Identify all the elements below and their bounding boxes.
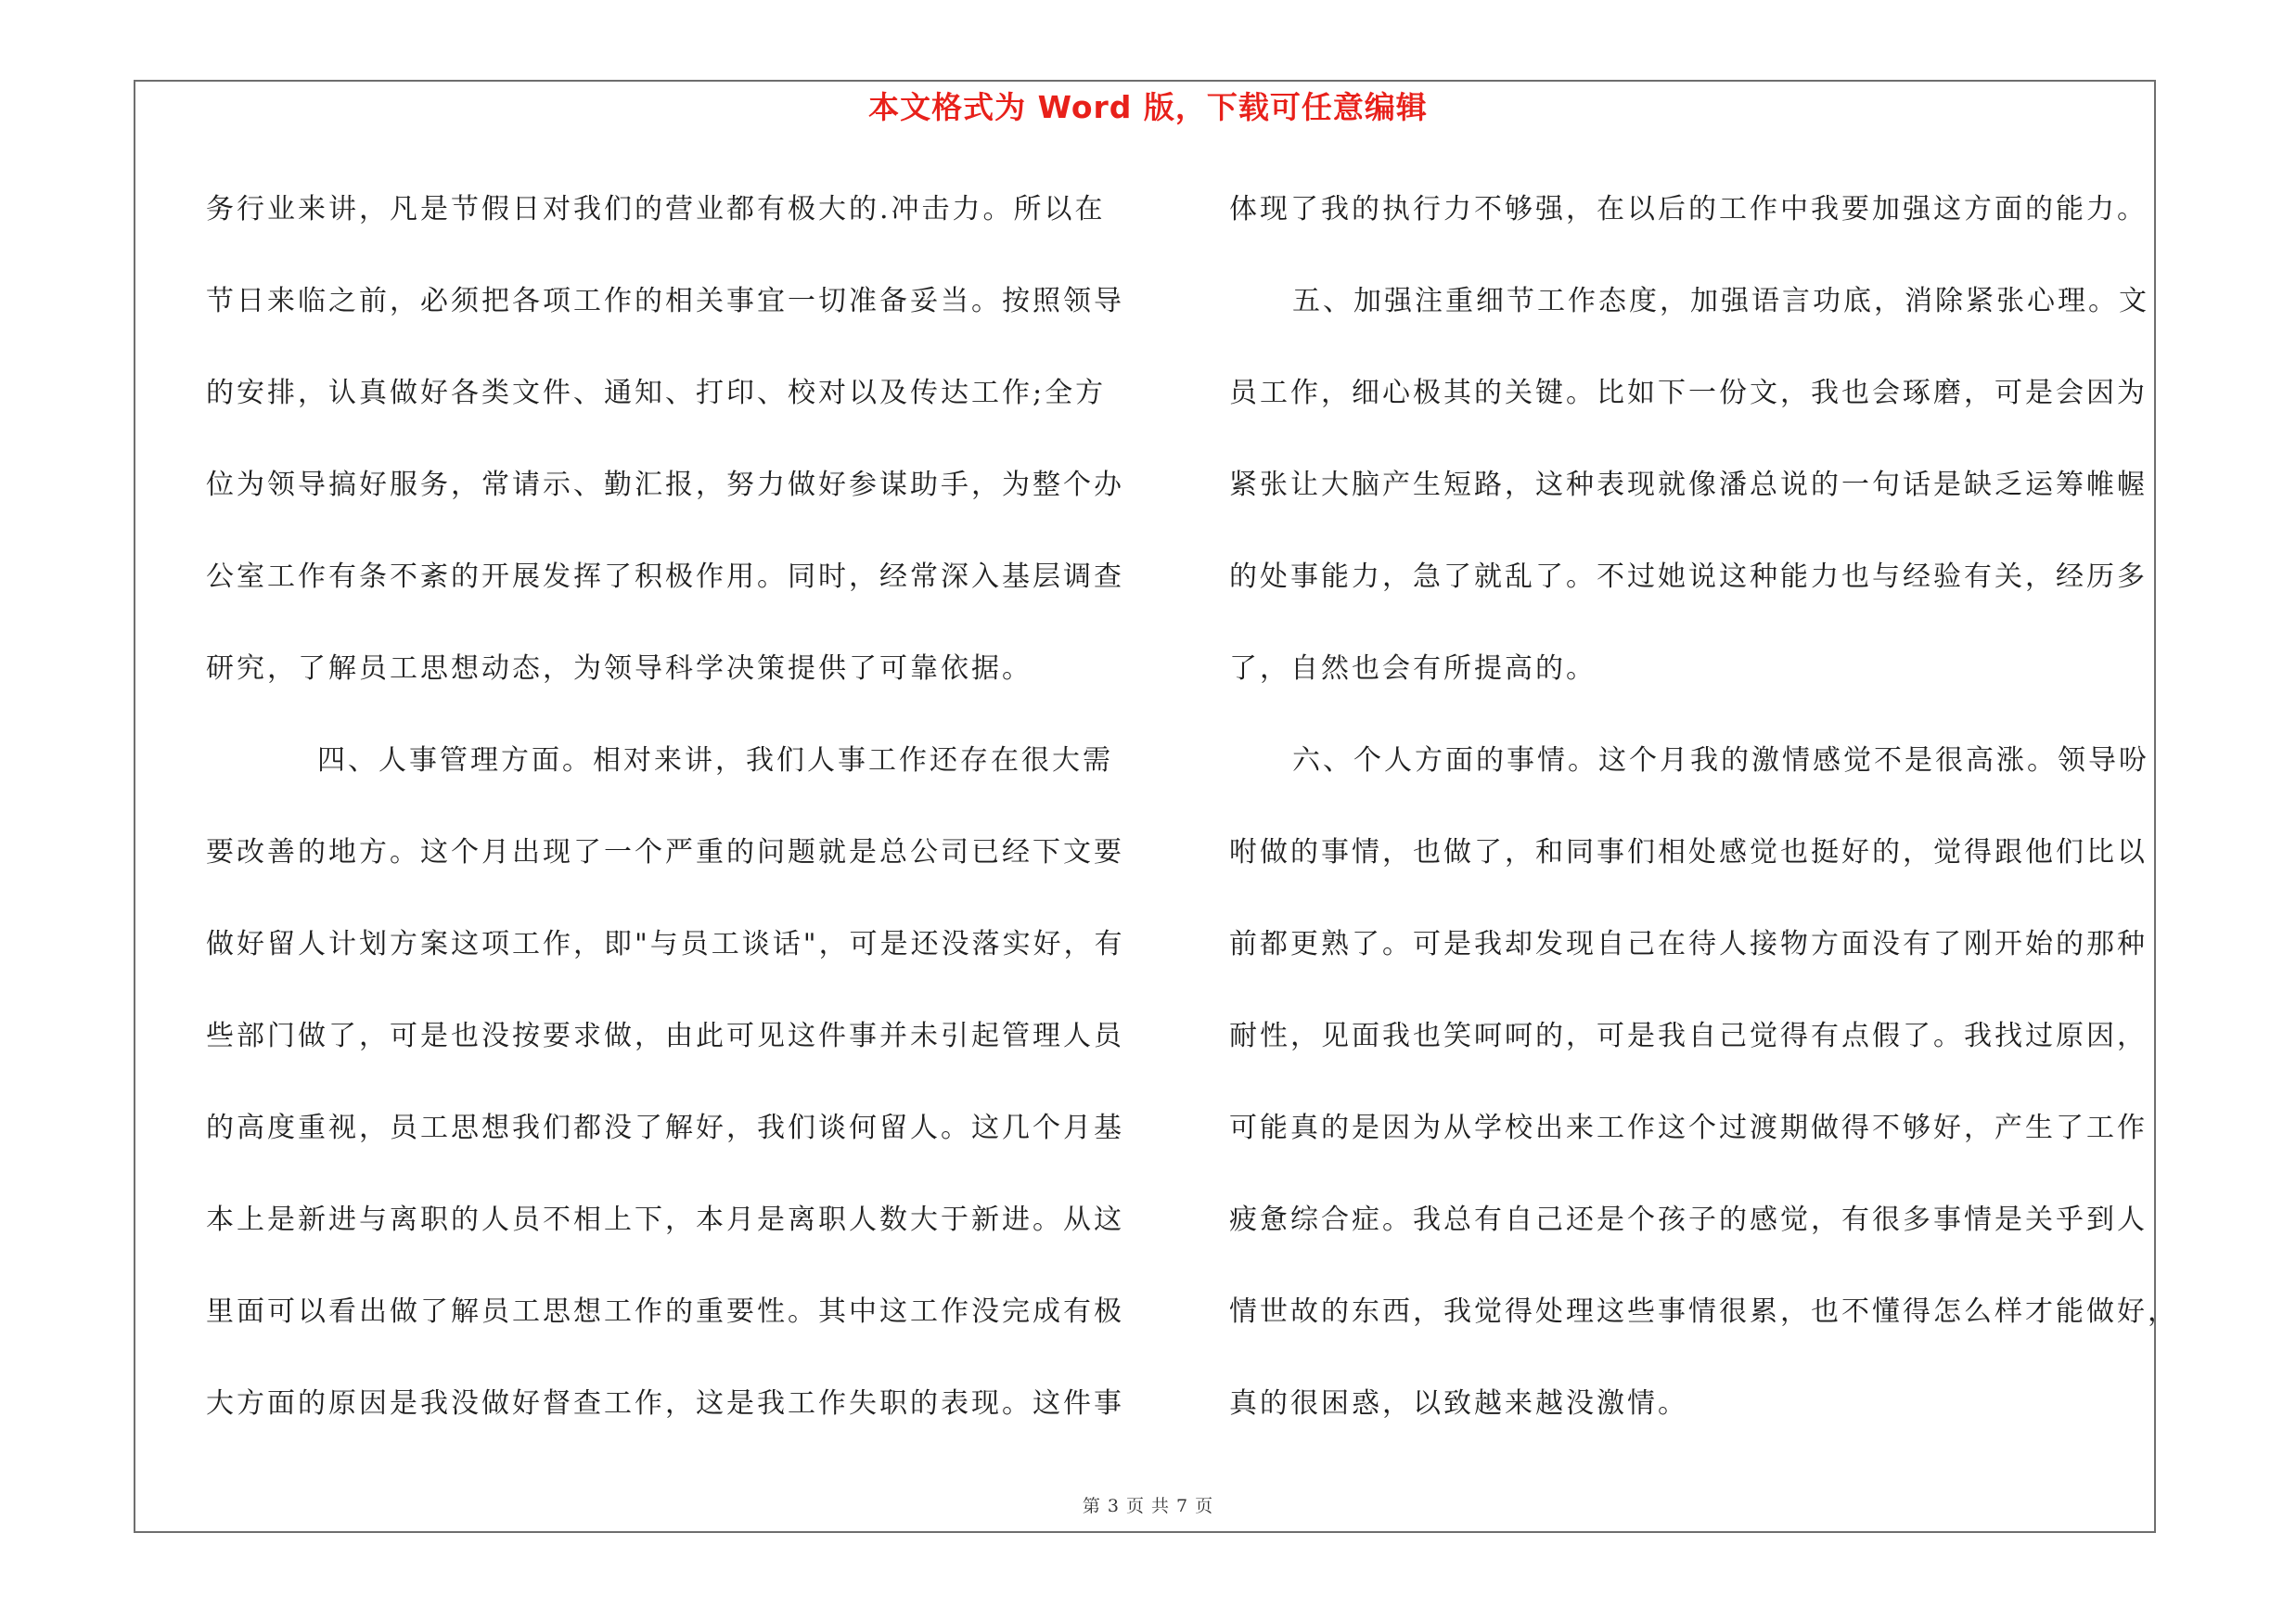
- text-line: 位为领导搞好服务，常请示、勤汇报，努力做好参谋助手，为整个办: [206, 469, 1124, 501]
- text-line: 务行业来讲，凡是节假日对我们的营业都有极大的.冲击力。所以在: [206, 193, 1106, 225]
- left-column: [206, 182, 1124, 1468]
- text-line: 里面可以看出做了解员工思想工作的重要性。其中这工作没完成有极: [206, 1295, 1124, 1328]
- text-line: 真的很困惑，以致越来越没激情。: [1229, 1387, 1688, 1420]
- text-line: 节日来临之前，必须把各项工作的相关事宜一切准备妥当。按照领导: [206, 285, 1124, 317]
- text-line: 的高度重视，员工思想我们都没了解好，我们谈何留人。这几个月基: [206, 1112, 1124, 1144]
- text-line: 耐性，见面我也笑呵呵的，可是我自己觉得有点假了。我找过原因，: [1229, 1020, 2148, 1052]
- text-line: 前都更熟了。可是我却发现自己在待人接物方面没有了刚开始的那种: [1229, 928, 2148, 960]
- text-line: 了，自然也会有所提高的。: [1229, 652, 1597, 685]
- text-line: 公室工作有条不紊的开展发挥了积极作用。同时，经常深入基层调查: [206, 560, 1124, 593]
- text-line: 的安排，认真做好各类文件、通知、打印、校对以及传达工作;全方: [206, 377, 1107, 409]
- section-heading-line: 六、个人方面的事情。这个月我的激情感觉不是很高涨。领导吩: [1292, 744, 2149, 777]
- right-column: [1229, 182, 2178, 1468]
- text-line: 咐做的事情，也做了，和同事们相处感觉也挺好的，觉得跟他们比以: [1229, 836, 2148, 869]
- text-line: 要改善的地方。这个月出现了一个严重的问题就是总公司已经下文要: [206, 836, 1124, 869]
- text-line: 情世故的东西，我觉得处理这些事情很累，也不懂得怎么样才能做好，: [1229, 1295, 2178, 1328]
- text-line: 紧张让大脑产生短路，这种表现就像潘总说的一句话是缺乏运筹帷幄: [1229, 469, 2148, 501]
- text-line: 疲惫综合症。我总有自己还是个孩子的感觉，有很多事情是关乎到人: [1229, 1204, 2148, 1236]
- section-heading-line: 四、人事管理方面。相对来讲，我们人事工作还存在很大需: [317, 744, 1113, 777]
- text-line: 本上是新进与离职的人员不相上下，本月是离职人数大于新进。从这: [206, 1204, 1124, 1236]
- text-line: 些部门做了，可是也没按要求做，由此可见这件事并未引起管理人员: [206, 1020, 1124, 1052]
- text-line: 的处事能力，急了就乱了。不过她说这种能力也与经验有关，经历多: [1229, 560, 2148, 593]
- text-line: 大方面的原因是我没做好督查工作，这是我工作失职的表现。这件事: [206, 1387, 1124, 1420]
- text-line: 体现了我的执行力不够强，在以后的工作中我要加强这方面的能力。: [1229, 193, 2148, 225]
- text-line: 做好留人计划方案这项工作，即"与员工谈话"，可是还没落实好，有: [206, 928, 1125, 960]
- text-line: 可能真的是因为从学校出来工作这个过渡期做得不够好，产生了工作: [1229, 1112, 2148, 1144]
- header-banner: 本文格式为 Word 版，下载可任意编辑: [868, 89, 1428, 125]
- section-heading-line: 五、加强注重细节工作态度，加强语言功底，消除紧张心理。文: [1292, 285, 2149, 317]
- page-indicator: 第 3 页 共 7 页: [1082, 1496, 1214, 1516]
- text-line: 研究，了解员工思想动态，为领导科学决策提供了可靠依据。: [206, 652, 1033, 685]
- text-line: 员工作，细心极其的关键。比如下一份文，我也会琢磨，可是会因为: [1229, 377, 2148, 409]
